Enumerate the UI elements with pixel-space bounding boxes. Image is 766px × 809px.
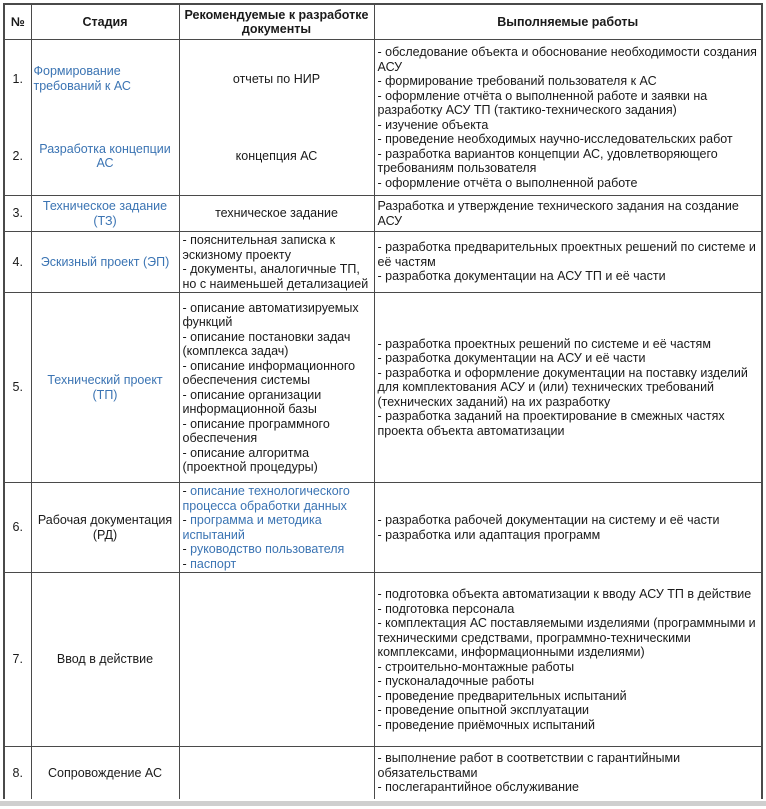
row-number: 7.: [4, 573, 31, 747]
page-bottom-band: [0, 801, 766, 806]
doc-item: [183, 149, 371, 164]
work-item: - послегарантийное обслуживание: [377, 780, 579, 794]
stage-cell: [31, 232, 179, 293]
work-item: - формирование требований пользователя к АС: [377, 74, 657, 88]
row-number: 3.: [4, 196, 31, 232]
work-item: - разработка заданий на проектирование в смежных частях проекта объекта автоматизации: [377, 409, 725, 438]
doc-label: описание информационного обеспечения системы: [182, 358, 356, 387]
work-item: - строительно-монтажные работы: [377, 659, 575, 674]
documents-cell: [179, 232, 374, 293]
table-row: [4, 573, 762, 747]
table-row: [4, 747, 762, 799]
doc-link[interactable]: описание технологического процесса обработки данных: [182, 484, 350, 513]
doc-item: - руководство пользователя: [182, 542, 345, 556]
stage-cell: [31, 293, 179, 483]
doc-item: - описание программного обеспечения: [182, 416, 330, 445]
stage-cell: [31, 40, 179, 118]
row-number: 5.: [4, 293, 31, 483]
doc-item: - программа и методика испытаний: [182, 513, 322, 542]
work-item: - разработка вариантов концепции АС, удовлетворяющего требованиям пользователя: [377, 146, 718, 175]
doc-link[interactable]: программа и методика испытаний: [182, 513, 322, 542]
stage-label: Рабочая документация (РД): [37, 513, 173, 542]
work-item: - разработка проектных решений по системе и её частям: [377, 336, 711, 351]
doc-item: - описание технологического процесса обработки данных: [182, 484, 350, 513]
doc-link[interactable]: паспорт: [190, 556, 237, 571]
doc-item: - описание организации информационной базы: [182, 387, 322, 416]
doc-item: [183, 72, 371, 87]
documents-cell: [179, 483, 374, 573]
stage-cell: [31, 573, 179, 747]
row-number: 2.: [4, 118, 31, 196]
stage-link[interactable]: Разработка концепции АС: [39, 141, 171, 171]
col-header-num: №: [4, 4, 31, 40]
work-item: - разработка или адаптация программ: [377, 527, 601, 542]
doc-label: описание постановки задач (комплекса задач): [182, 329, 351, 358]
doc-label: пояснительная записка к эскизному проекту: [182, 233, 336, 262]
doc-item: - описание алгоритма (проектной процедуры): [182, 445, 318, 474]
work-item: - обследование объекта и обоснование необходимости создания АСУ: [377, 45, 757, 74]
work-item: - разработка документации на АСУ ТП и её части: [377, 269, 666, 284]
doc-item: - документы, аналогичные ТП, но с наименьшей детализацией: [182, 262, 369, 291]
work-item: - подготовка объекта автоматизации к вводу АСУ ТП в действие: [377, 587, 752, 601]
documents-cell: [179, 573, 374, 747]
doc-label: документы, аналогичные ТП, но с наименьшей детализацией: [182, 262, 369, 291]
row-number: 1.: [4, 40, 31, 118]
documents-cell: [179, 293, 374, 483]
work-item: - проведение необходимых научно-исследовательских работ: [377, 132, 733, 146]
doc-item: - описание постановки задач (комплекса задач): [182, 329, 351, 358]
col-header-docs: Рекомендуемые к разработке документы: [179, 4, 374, 40]
stage-label: Сопровождение АС: [48, 765, 162, 780]
stage-label: Ввод в действие: [56, 652, 154, 667]
work-item: - проведение приёмочных испытаний: [377, 717, 595, 732]
works-cell: [374, 196, 762, 232]
table-row: [4, 232, 762, 293]
stage-cell: [31, 747, 179, 799]
stage-cell: [31, 483, 179, 573]
documents-cell: [179, 747, 374, 799]
table-row: [4, 196, 762, 232]
col-header-stage: Стадия: [31, 4, 179, 40]
row-number: 6.: [4, 483, 31, 573]
works-cell: [374, 232, 762, 293]
work-item: - оформление отчёта о выполненной работе и заявки на разработку АСУ ТП (тактико-технического задания): [377, 88, 708, 117]
documents-cell: [179, 196, 374, 232]
doc-label: описание организации информационной базы: [182, 387, 322, 416]
doc-item: - описание автоматизируемых функций: [182, 300, 359, 329]
works-cell: [374, 747, 762, 799]
work-item: - оформление отчёта о выполненной работе: [377, 175, 638, 190]
doc-item: [183, 206, 371, 221]
works-cell: [374, 40, 762, 196]
work-item: - выполнение работ в соответствии с гарантийными обязательствами: [377, 751, 681, 780]
work-item: - разработка рабочей документации на систему и её части: [377, 513, 720, 527]
work-item: - изучение объекта: [377, 117, 489, 132]
stage-link[interactable]: Техническое задание (ТЗ): [42, 199, 168, 228]
doc-item: - описание информационного обеспечения системы: [182, 358, 356, 387]
doc-label: концепция АС: [235, 149, 318, 163]
works-cell: [374, 483, 762, 573]
row-number: 8.: [4, 747, 31, 799]
stages-table: [3, 3, 763, 799]
table-row: [4, 40, 762, 118]
documents-cell: [179, 118, 374, 196]
doc-item: - паспорт: [182, 556, 237, 571]
doc-link[interactable]: руководство пользователя: [190, 542, 345, 556]
work-item: - комплектация АС поставляемыми изделиями (программными и техническими средствами, программно-техническими комплексами, информационными изделиями): [377, 616, 756, 659]
row-number: 4.: [4, 232, 31, 293]
work-item: - проведение предварительных испытаний: [377, 688, 627, 703]
works-cell: [374, 573, 762, 747]
doc-label: описание программного обеспечения: [182, 416, 330, 445]
table-row: [4, 293, 762, 483]
work-item: - подготовка персонала: [377, 601, 515, 616]
stage-link[interactable]: Технический проект (ТП): [47, 373, 163, 402]
doc-label: отчеты по НИР: [232, 71, 321, 86]
doc-label: описание алгоритма (проектной процедуры): [182, 445, 318, 474]
works-cell: [374, 293, 762, 483]
table-row: [4, 483, 762, 573]
work-item: Разработка и утверждение технического задания на создание АСУ: [377, 199, 739, 228]
doc-item: - пояснительная записка к эскизному проекту: [182, 233, 336, 262]
table-body: [4, 40, 762, 799]
doc-label: техническое задание: [215, 206, 338, 221]
work-item: - разработка предварительных проектных решений по системе и её частям: [377, 240, 756, 269]
stage-cell: [31, 118, 179, 196]
documents-cell: [179, 40, 374, 118]
stage-link[interactable]: Эскизный проект (ЭП): [40, 254, 170, 269]
work-item: - разработка и оформление документации на поставку изделий для комплектования АСУ и (или) технических требований (технических заданий) на их разработку: [377, 365, 748, 409]
stage-link[interactable]: Формирование требований к АС: [33, 64, 131, 93]
stage-cell: [31, 196, 179, 232]
work-item: - разработка документации на АСУ и её части: [377, 351, 646, 366]
work-item: - проведение опытной эксплуатации: [377, 703, 590, 717]
header-row: [4, 4, 762, 40]
col-header-works: Выполняемые работы: [374, 4, 762, 40]
work-item: - пусконаладочные работы: [377, 674, 535, 688]
doc-label: описание автоматизируемых функций: [182, 300, 359, 329]
